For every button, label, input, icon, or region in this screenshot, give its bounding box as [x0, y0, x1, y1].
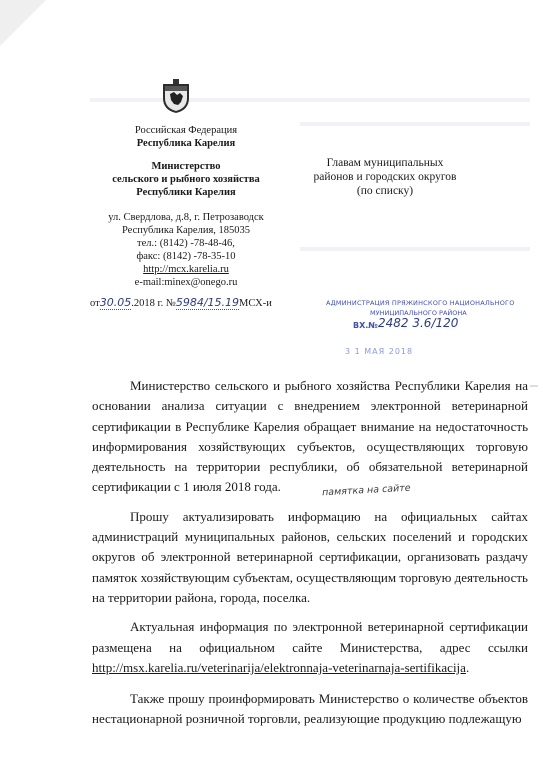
letterhead-ministry-line1: Министерство	[151, 161, 221, 172]
website-link[interactable]: http://mcx.karelia.ru	[143, 264, 229, 275]
address-region: Республика Карелия, 185035	[121, 225, 251, 236]
ref-year: .2018 г. №	[131, 298, 176, 309]
bleed-through-line	[90, 98, 530, 102]
phone-number: тел.: (8142) -78-48-46,	[137, 238, 235, 249]
letterhead-republic: Республика Карелия	[136, 138, 236, 149]
address-street: ул. Свердлова, д.8, г. Петрозаводск	[108, 212, 264, 223]
coat-of-arms-icon	[161, 78, 191, 114]
handwritten-note: памятка на сайте	[321, 482, 411, 499]
page-fold-corner	[0, 0, 46, 46]
outgoing-reference	[90, 296, 272, 309]
stamp-subtitle: МУНИЦИПАЛЬНОГО РАЙОНА	[370, 309, 467, 317]
recipient-line2: районов и городских округов	[313, 171, 457, 183]
body-paragraph-3-text: Актуальная информация по электронной ветеринарной сертификации размещена на официальном сайте Министерства, адрес ссылки	[92, 619, 528, 655]
ref-number-handwritten: 5984/15.19	[175, 296, 240, 309]
vet-certification-link[interactable]: http://msx.karelia.ru/veterinarija/elektronnaja-veterinarnaja-sertifikacija	[92, 659, 466, 675]
fax-number: факс: (8142) -78-35-10	[136, 251, 236, 262]
ref-date-handwritten: 30.05	[99, 296, 132, 309]
bleed-through-line	[300, 122, 530, 126]
stamp-date: 3 1 МАЯ 2018	[345, 347, 414, 356]
ref-prefix: от	[90, 298, 100, 309]
bleed-through-line	[300, 247, 530, 251]
email-address: e-mail:minex@onego.ru	[134, 277, 238, 288]
body-paragraph-1: Министерство сельского и рыбного хозяйства Республики Карелия на основании анализа ситуации с внедрением электронной ветеринарной сертификации в Республике Карелия обращает внимание на недостаточность информирования хозяйствующих субъектов, осуществляющих торговую деятельность на территории республики, об обязательной ветеринарной сертификации с 1 июля 2018 года.	[92, 378, 528, 495]
ref-suffix: МСХ-и	[239, 298, 272, 309]
vet-link-tail: .	[465, 659, 470, 675]
stamp-handwritten-number: 2482 3.6/120	[378, 316, 459, 330]
letterhead-ministry-line2: сельского и рыбного хозяйства	[112, 174, 260, 185]
letterhead-ministry-line3: Республики Карелия	[136, 187, 236, 198]
stamp-incoming-label: ВХ.№	[353, 321, 378, 330]
recipient-line3: (по списку)	[356, 185, 414, 197]
stamp-organization: АДМИНИСТРАЦИЯ ПРЯЖИНСКОГО НАЦИОНАЛЬНОГО	[326, 299, 515, 307]
margin-mark	[530, 385, 538, 387]
body-paragraph-2: Прошу актуализировать информацию на официальных сайтах администраций муниципальных районов, сельских поселений и городских округов об электронной ветеринарной сертификации, организовать раздачу памяток хозяйствующим субъектам, осуществляющим торговую деятельность на территории района, города, поселка.	[92, 508, 528, 605]
recipient-line1: Главам муниципальных	[326, 157, 444, 169]
letterhead-country: Российская Федерация	[134, 125, 238, 136]
body-paragraph-3	[92, 617, 528, 678]
letter-body	[92, 376, 528, 730]
body-paragraph-4: Также прошу проинформировать Министерство о количестве объектов нестационарной розничной торговли, реализующие продукцию подлежащую	[92, 691, 528, 727]
